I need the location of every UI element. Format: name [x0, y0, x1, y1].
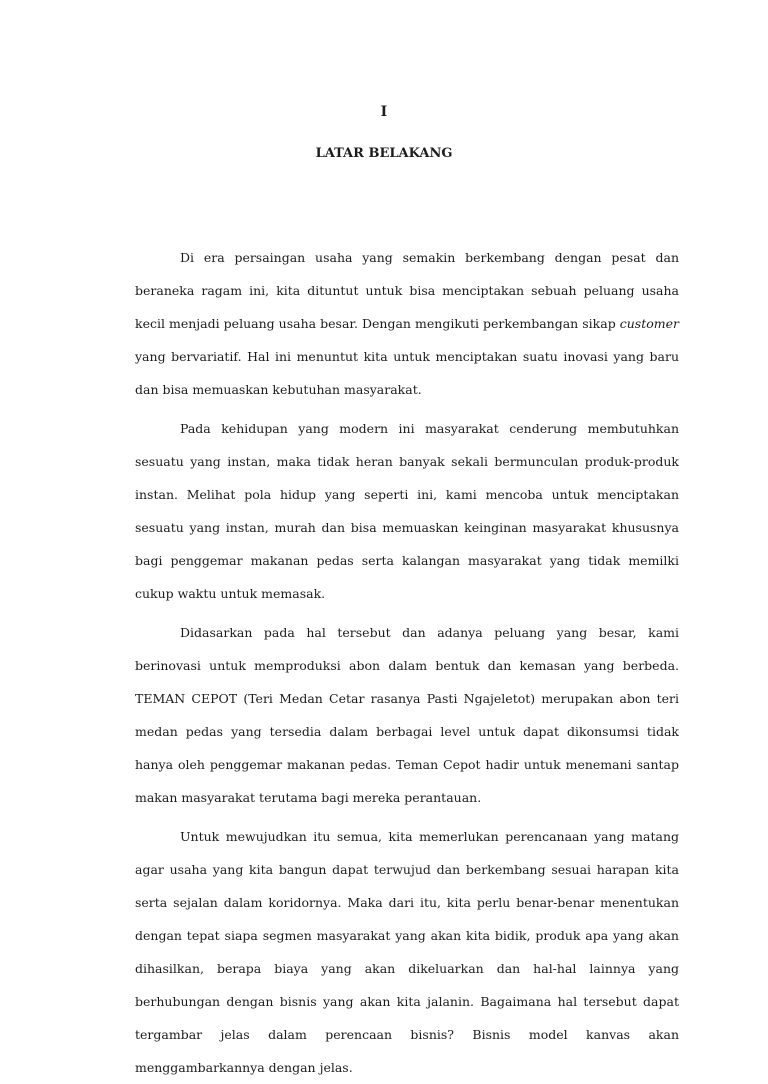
paragraph-1: [135, 241, 679, 406]
body-text: [135, 241, 679, 1084]
paragraph-1-text-end: yang bervariatif. Hal ini menuntut kita untuk menciptakan suatu inovasi yang baru dan bisa memuaskan kebutuhan masyarakat.: [135, 349, 679, 397]
paragraph-1-text-start: Di era persaingan usaha yang semakin berkembang dengan pesat dan beraneka ragam ini, kita dituntut untuk bisa menciptakan sebuah peluang usaha kecil menjadi peluang usaha besar. Dengan mengikuti perkembangan sikap: [135, 250, 679, 331]
chapter-title: LATAR BELAKANG: [315, 146, 453, 161]
paragraph-4: Untuk mewujudkan itu semua, kita memerlukan perencanaan yang matang agar usaha yang kita bangun dapat terwujud dan berkembang sesuai harapan kita serta sejalan dalam koridornya. Maka dari itu, kita perlu benar-benar menentukan dengan tepat siapa segmen masyarakat yang akan kita bidik, produk apa yang akan dihasilkan, berapa biaya yang akan dikeluarkan dan hal-hal lainnya yang berhubungan dengan bisnis yang akan kita jalanin. Bagaimana hal tersebut dapat tergambar jelas dalam perencaan bisnis? Bisnis model kanvas akan menggambarkannya dengan jelas.: [135, 829, 679, 1075]
chapter-number: I: [380, 104, 388, 120]
emphasized-term: customer: [619, 316, 679, 331]
paragraph-3: Didasarkan pada hal tersebut dan adanya peluang yang besar, kami berinovasi untuk memproduksi abon dalam bentuk dan kemasan yang berbeda. TEMAN CEPOT (Teri Medan Cetar rasanya Pasti Ngajeletot) merupakan abon teri medan pedas yang tersedia dalam berbagai level untuk dapat dikonsumsi tidak hanya oleh penggemar makanan pedas. Teman Cepot hadir untuk menemani santap makan masyarakat terutama bagi mereka perantauan.: [135, 625, 679, 805]
paragraph-2: Pada kehidupan yang modern ini masyarakat cenderung membutuhkan sesuatu yang instan, maka tidak heran banyak sekali bermunculan produk-produk instan. Melihat pola hidup yang seperti ini, kami mencoba untuk menciptakan sesuatu yang instan, murah dan bisa memuaskan keinginan masyarakat khususnya bagi penggemar makanan pedas serta kalangan masyarakat yang tidak memilki cukup waktu untuk memasak.: [135, 421, 679, 601]
